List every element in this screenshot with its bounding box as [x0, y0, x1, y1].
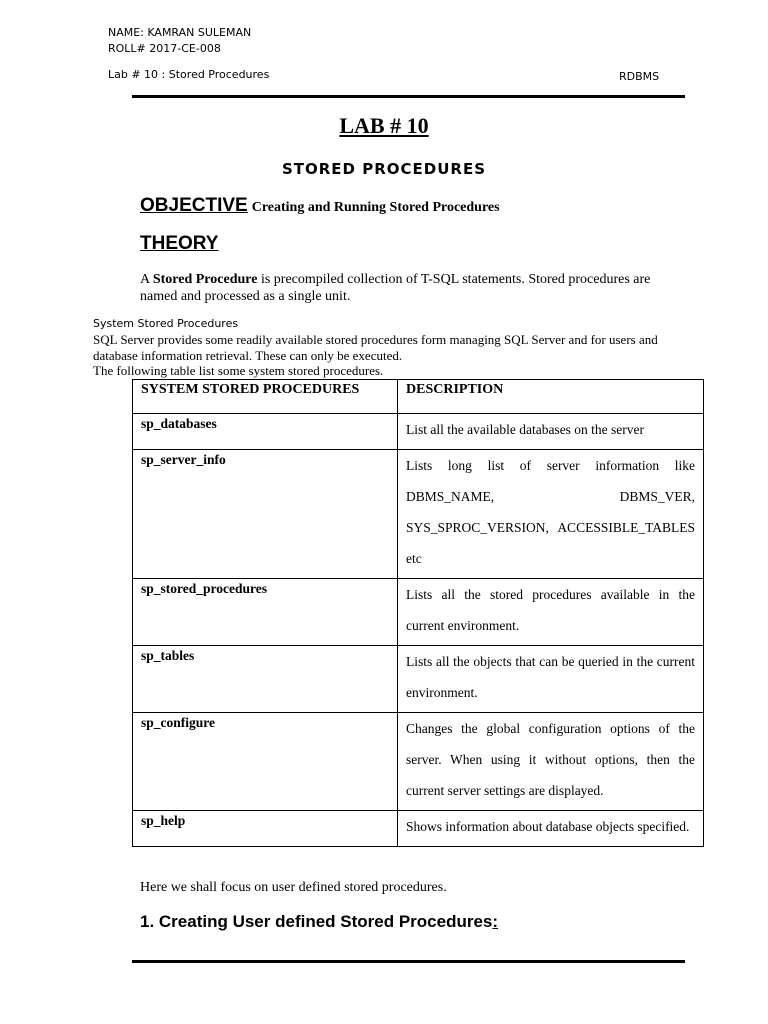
theory-intro-bold: Stored Procedure [152, 272, 258, 287]
table-row [133, 414, 704, 450]
stored-procedures-table [132, 379, 704, 847]
student-name: NAME: KAMRAN SULEMAN [108, 26, 252, 39]
system-section-text [93, 332, 693, 379]
lab-label: Lab # 10 : Stored Procedures [108, 68, 270, 81]
table-row [133, 713, 704, 811]
table-header-procedure: SYSTEM STORED PROCEDURES [133, 380, 398, 414]
table-header-description: DESCRIPTION [398, 380, 704, 414]
procedure-name: sp_server_info [133, 450, 398, 579]
table-row [133, 811, 704, 847]
theory-paragraph [140, 271, 660, 305]
procedure-description: Changes the global configuration options of the server. When using it without options, then the current server settings are displayed. [398, 713, 704, 811]
system-section-text2: The following table list some system stored procedures. [93, 363, 384, 378]
procedure-description: Shows information about database objects specified. [398, 811, 704, 847]
page-title: LAB # 10 [339, 113, 429, 138]
page-subtitle: STORED PROCEDURES [281, 160, 487, 178]
objective-text: Creating and Running Stored Procedures [251, 200, 500, 215]
procedure-description: List all the available databases on the server [398, 414, 704, 450]
theory-intro-rest: is precompiled collection of T-SQL statements. Stored procedures are named and processed as a single unit. [140, 272, 651, 304]
course-label: RDBMS [619, 70, 660, 83]
procedure-description: Lists long list of server information like DBMS_NAME, DBMS_VER, SYS_SPROC_VERSION, ACCESSIBLE_TABLES etc [398, 450, 704, 579]
system-section-heading: System Stored Procedures [93, 317, 239, 330]
section1-title: 1. Creating User defined Stored Procedures [140, 912, 493, 931]
section1-colon: : [492, 912, 499, 931]
table-row [133, 450, 704, 579]
procedure-description: Lists all the stored procedures available in the current environment. [398, 579, 704, 646]
procedure-name: sp_stored_procedures [133, 579, 398, 646]
table-row [133, 579, 704, 646]
procedure-name: sp_databases [133, 414, 398, 450]
procedure-name: sp_tables [133, 646, 398, 713]
section1-heading [140, 912, 498, 932]
theory-heading: THEORY [140, 233, 219, 254]
objective-heading: OBJECTIVE [140, 195, 248, 216]
roll-number: ROLL# 2017-CE-008 [108, 42, 221, 55]
focus-text: Here we shall focus on user defined stored procedures. [140, 880, 447, 895]
theory-intro-prefix: A [140, 272, 153, 287]
table-row [133, 646, 704, 713]
procedure-name: sp_configure [133, 713, 398, 811]
objective-line [140, 195, 500, 217]
header-divider [132, 95, 685, 98]
footer-divider [132, 960, 685, 963]
system-section-text1: SQL Server provides some readily available stored procedures form managing SQL Server and for users and database information retrieval. These can only be executed. [93, 332, 658, 363]
procedure-description: Lists all the objects that can be queried in the current environment. [398, 646, 704, 713]
table-header-row [133, 380, 704, 414]
procedure-name: sp_help [133, 811, 398, 847]
